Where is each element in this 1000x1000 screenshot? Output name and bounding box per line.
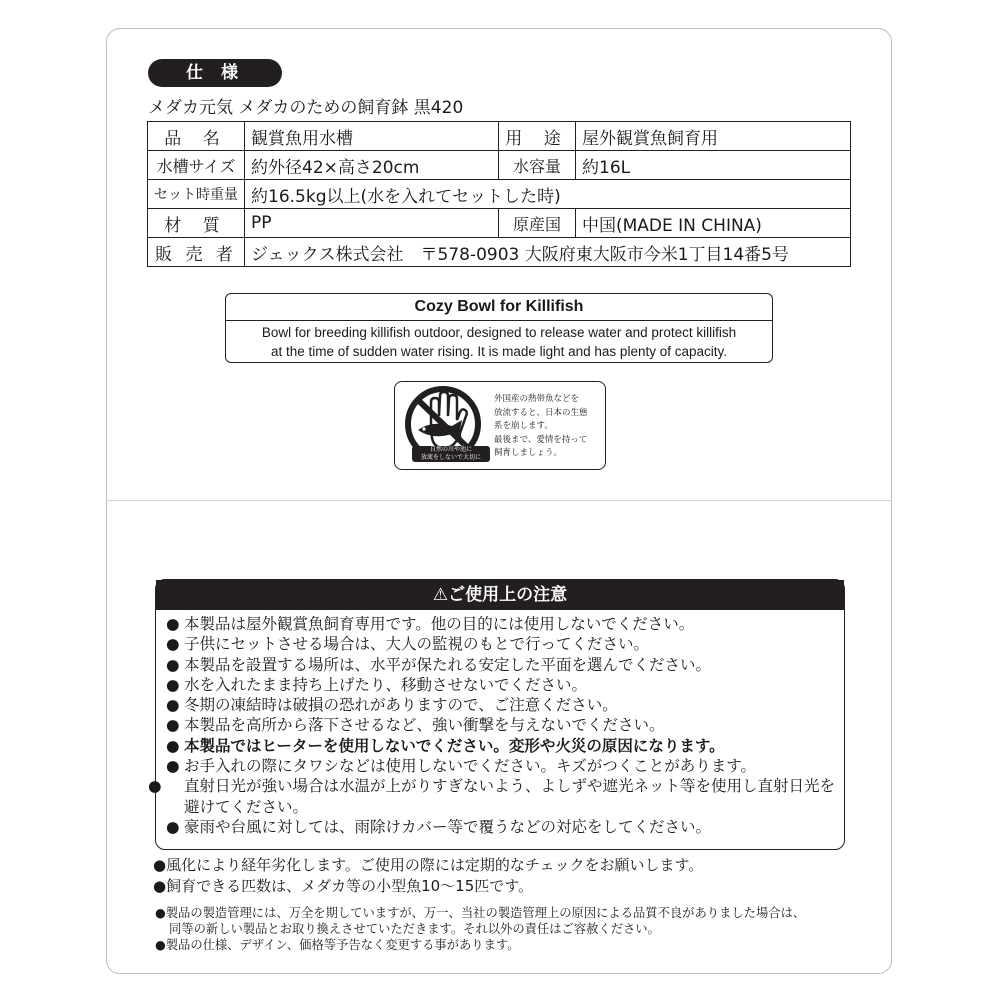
caution-text: 本製品ではヒーターを使用しないでください。変形や火災の原因になります。: [184, 736, 725, 755]
spec-label: 用 途: [499, 122, 576, 151]
caution-item: [166, 614, 844, 634]
spec-label: 水槽サイズ: [148, 151, 245, 180]
spec-row: [148, 209, 851, 238]
eco-line: 飼育しましょう。: [494, 448, 563, 458]
spec-value: 屋外観賞魚飼育用: [576, 122, 851, 151]
english-body: [226, 321, 772, 361]
caption-line: 自然の川や池に: [429, 446, 472, 453]
bullet-icon: ●: [148, 777, 162, 796]
caution-item: [166, 817, 844, 837]
caution-text: お手入れの際にタワシなどは使用しないでください。キズがつくことがあります。: [184, 757, 756, 776]
spec-value: 約外径42×高さ20cm: [245, 151, 499, 180]
fold-divider: [106, 500, 892, 501]
eco-line: 最後まで、愛情を持って: [494, 434, 588, 445]
spec-row: [148, 122, 851, 151]
caution-text: 本製品は屋外観賞魚飼育専用です。他の目的には使用しないでください。: [184, 615, 695, 633]
spec-value: 約16L: [576, 151, 851, 180]
caution-text: 豪雨や台風に対しては、雨除けカバー等で覆うなどの対応をしてください。: [184, 817, 712, 836]
spec-label: 販 売 者: [148, 238, 245, 267]
spec-heading: 仕 様: [148, 59, 282, 87]
spec-label: セット時重量: [148, 180, 245, 209]
caution-item: [166, 675, 844, 695]
english-line: Bowl for breeding killifish outdoor, designed to release water and protect killifish: [261, 325, 737, 340]
bullet-icon: ●: [166, 655, 180, 674]
english-line: at the time of sudden water rising. It is made light and has plenty of capacity.: [271, 344, 727, 359]
caution-box: [148, 579, 845, 850]
eco-line: 放流すると、日本の生態: [494, 407, 588, 418]
caution-text: 冬期の凍結時は破損の恐れがありますので、ご注意ください。: [184, 696, 618, 715]
caution-text: 子供にセットさせる場合は、大人の監視のもとで行ってください。: [184, 635, 650, 654]
eco-line: 外国産の熱帯魚などを: [494, 394, 580, 404]
caution-item: [166, 715, 844, 735]
bullet-icon: ●: [166, 615, 180, 633]
bullet-icon: ●: [166, 757, 180, 776]
spec-value: 観賞魚用水槽: [245, 122, 499, 151]
caution-item: [166, 655, 844, 675]
english-description-box: [225, 293, 773, 363]
caution-text: 本製品を高所から落下させるなど、強い衝撃を与えないでください。: [184, 716, 665, 735]
caution-item: [166, 695, 844, 715]
caution-text: 水を入れたまま持ち上げたり、移動させないでください。: [184, 675, 588, 694]
bullet-icon: ●: [166, 817, 180, 836]
bullet-icon: ●: [166, 675, 180, 694]
general-notes: [153, 855, 703, 897]
spec-value: 約16.5kg以上(水を入れてセットした時): [245, 180, 851, 209]
spec-value: PP: [245, 209, 499, 238]
no-release-fish-icon: [402, 386, 486, 466]
caution-item: [166, 634, 844, 654]
bullet-icon: ●: [166, 696, 180, 715]
product-name: メダカ元気 メダカのための飼育鉢 黒420: [148, 98, 464, 118]
caution-list: [148, 610, 844, 837]
note-line: ●飼育できる匹数は、メダカ等の小型魚10〜15匹です。: [153, 877, 534, 895]
disclaimer-notes: [155, 905, 855, 953]
caution-title: ⚠ご使用上の注意: [156, 580, 844, 610]
spec-row: [148, 180, 851, 209]
caution-item-important: [166, 736, 844, 756]
eco-message: [494, 393, 588, 461]
caution-item: [166, 756, 844, 776]
eco-icon-caption: [412, 446, 490, 462]
spec-row: [148, 151, 851, 180]
english-title: Cozy Bowl for Killifish: [226, 294, 772, 321]
spec-value: 中国(MADE IN CHINA): [576, 209, 851, 238]
spec-label: 原産国: [499, 209, 576, 238]
eco-notice: [394, 381, 606, 470]
spec-row: [148, 238, 851, 267]
disclaimer-line: ●製品の仕様、デザイン、価格等予告なく変更する事があります。: [155, 938, 520, 952]
bullet-icon: ●: [166, 736, 180, 755]
bullet-icon: ●: [166, 635, 180, 654]
eco-line: 系を崩します。: [494, 421, 553, 431]
spec-table: [147, 121, 851, 267]
caution-text: 直射日光が強い場合は水温が上がりすぎないよう、よしずや遮光ネット等を使用し直射日光を避けてください。: [184, 777, 836, 816]
caution-text: 本製品を設置する場所は、水平が保たれる安定した平面を選んでください。: [184, 655, 712, 674]
spec-value: ジェックス株式会社 〒578-0903 大阪府東大阪市今米1丁目14番5号: [245, 238, 851, 267]
caution-item: [148, 776, 838, 817]
spec-label: 水容量: [499, 151, 576, 180]
spec-label: 材 質: [148, 209, 245, 238]
disclaimer-line: ●製品の製造管理には、万全を期していますが、万一、当社の製造管理上の原因による品質不良がありました場合は、: [155, 906, 806, 920]
bullet-icon: ●: [166, 716, 180, 735]
disclaimer-line: 同等の新しい製品とお取り換えさせていただきます。それ以外の責任はご容赦ください。: [169, 922, 660, 936]
note-line: ●風化により経年劣化します。ご使用の際には定期的なチェックをお願いします。: [153, 856, 704, 874]
caption-line: 放流をしないで大切に: [420, 454, 481, 461]
spec-label: 品 名: [148, 122, 245, 151]
